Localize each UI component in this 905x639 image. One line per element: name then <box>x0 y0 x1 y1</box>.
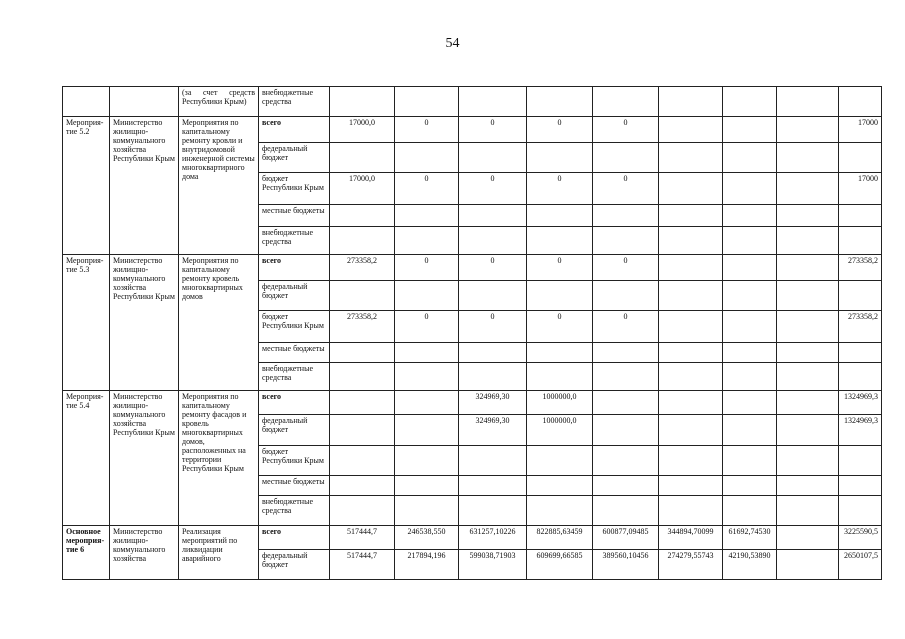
total-value-cell <box>839 227 882 255</box>
value-cell <box>527 87 593 117</box>
value-cell <box>659 391 723 415</box>
value-cell <box>723 227 777 255</box>
value-cell <box>330 227 395 255</box>
value-cell <box>459 446 527 476</box>
funding-source-cell: внебюджетные средства <box>259 496 330 526</box>
total-value-cell <box>839 476 882 496</box>
value-cell: 61692,74530 <box>723 526 777 550</box>
value-cell: 324969,30 <box>459 391 527 415</box>
total-value-cell: 273358,2 <box>839 255 882 281</box>
total-value-cell <box>839 87 882 117</box>
total-value-cell <box>839 496 882 526</box>
value-cell <box>527 363 593 391</box>
description-cell: Мероприятия по капитальному ремонту кровель многоквартирных домов <box>179 255 259 391</box>
value-cell <box>459 205 527 227</box>
funding-source-cell: местные бюджеты <box>259 343 330 363</box>
value-cell: 0 <box>459 117 527 143</box>
value-cell <box>723 343 777 363</box>
total-value-cell: 273358,2 <box>839 311 882 343</box>
funding-source-cell: федеральный бюджет <box>259 550 330 580</box>
value-cell: 822885,63459 <box>527 526 593 550</box>
value-cell <box>527 446 593 476</box>
page-number: 54 <box>445 36 460 51</box>
total-value-cell <box>839 143 882 173</box>
value-cell <box>395 143 459 173</box>
event-cell <box>63 87 110 117</box>
value-cell <box>330 415 395 446</box>
value-cell <box>459 363 527 391</box>
total-value-cell: 17000 <box>839 117 882 143</box>
value-cell <box>593 415 659 446</box>
value-cell <box>723 255 777 281</box>
funding-source-cell: федеральный бюджет <box>259 415 330 446</box>
value-cell <box>459 143 527 173</box>
total-value-cell: 2650107,5 <box>839 550 882 580</box>
value-cell <box>593 496 659 526</box>
value-cell: 273358,2 <box>330 311 395 343</box>
description-cell: Реализация мероприятий по ликвидации аварийного <box>179 526 259 580</box>
value-cell <box>659 476 723 496</box>
organization-cell: Министерство жилищно-коммунального хозяйства Республики Крым <box>110 255 179 391</box>
total-value-cell: 17000 <box>839 173 882 205</box>
organization-cell: Министерство жилищно-коммунального хозяйства Республики Крым <box>110 117 179 255</box>
value-cell <box>459 476 527 496</box>
value-cell <box>777 496 839 526</box>
value-cell <box>723 143 777 173</box>
total-value-cell <box>839 363 882 391</box>
organization-cell: Министерство жилищно-коммунального хозяйства <box>110 526 179 580</box>
value-cell: 1000000,0 <box>527 415 593 446</box>
value-cell <box>527 281 593 311</box>
value-cell: 0 <box>459 173 527 205</box>
funding-source-cell: внебюджетные средства <box>259 363 330 391</box>
funding-source-cell: федеральный бюджет <box>259 281 330 311</box>
value-cell <box>723 173 777 205</box>
value-cell <box>659 227 723 255</box>
value-cell <box>777 255 839 281</box>
table-row <box>63 117 882 143</box>
funding-source-cell: федеральный бюджет <box>259 143 330 173</box>
value-cell <box>777 143 839 173</box>
value-cell: 631257,10226 <box>459 526 527 550</box>
value-cell <box>777 343 839 363</box>
value-cell <box>330 363 395 391</box>
value-cell <box>777 227 839 255</box>
value-cell <box>723 415 777 446</box>
value-cell <box>777 205 839 227</box>
total-value-cell: 3225590,5 <box>839 526 882 550</box>
value-cell: 246538,550 <box>395 526 459 550</box>
value-cell <box>777 173 839 205</box>
total-value-cell: 1324969,3 <box>839 415 882 446</box>
value-cell <box>723 363 777 391</box>
funding-source-cell: внебюджетные средства <box>259 87 330 117</box>
value-cell <box>723 446 777 476</box>
value-cell: 1000000,0 <box>527 391 593 415</box>
value-cell <box>659 496 723 526</box>
value-cell <box>459 227 527 255</box>
funding-source-cell: местные бюджеты <box>259 476 330 496</box>
budget-table <box>62 86 882 580</box>
value-cell <box>395 343 459 363</box>
value-cell <box>395 391 459 415</box>
value-cell <box>395 227 459 255</box>
value-cell: 0 <box>395 311 459 343</box>
funding-source-cell: всего <box>259 117 330 143</box>
value-cell <box>527 476 593 496</box>
funding-source-cell: всего <box>259 391 330 415</box>
value-cell: 0 <box>527 173 593 205</box>
value-cell <box>777 476 839 496</box>
description-cell: (за счет средств Республики Крым) <box>179 87 259 117</box>
value-cell: 273358,2 <box>330 255 395 281</box>
value-cell <box>777 117 839 143</box>
value-cell: 0 <box>593 117 659 143</box>
value-cell: 600877,09485 <box>593 526 659 550</box>
value-cell: 17000,0 <box>330 117 395 143</box>
value-cell <box>330 391 395 415</box>
value-cell <box>459 87 527 117</box>
value-cell <box>659 87 723 117</box>
total-value-cell: 1324969,3 <box>839 391 882 415</box>
total-value-cell <box>839 343 882 363</box>
value-cell <box>527 343 593 363</box>
value-cell <box>593 391 659 415</box>
value-cell <box>723 281 777 311</box>
value-cell <box>395 476 459 496</box>
organization-cell: Министерство жилищно-коммунального хозяйства Республики Крым <box>110 391 179 526</box>
value-cell <box>527 496 593 526</box>
description-cell: Мероприятия по капитальному ремонту фасадов и кровель многоквартирных домов, расположенных на территории Республики Крым <box>179 391 259 526</box>
funding-source-cell: всего <box>259 526 330 550</box>
total-value-cell <box>839 281 882 311</box>
value-cell <box>330 87 395 117</box>
value-cell <box>777 87 839 117</box>
funding-source-cell: бюджет Республики Крым <box>259 446 330 476</box>
funding-source-cell: внебюджетные средства <box>259 227 330 255</box>
value-cell <box>527 227 593 255</box>
event-cell: Основное мероприя-тие 6 <box>63 526 110 580</box>
value-cell: 274279,55743 <box>659 550 723 580</box>
value-cell <box>593 205 659 227</box>
total-value-cell <box>839 205 882 227</box>
description-cell: Мероприятия по капитальному ремонту кровли и внутридомовой инженерной системы многоквартирного дома <box>179 117 259 255</box>
value-cell <box>593 281 659 311</box>
value-cell <box>723 205 777 227</box>
value-cell <box>330 143 395 173</box>
table-row <box>63 255 882 281</box>
value-cell: 0 <box>593 255 659 281</box>
value-cell <box>395 205 459 227</box>
value-cell <box>777 363 839 391</box>
event-cell: Мероприя-тие 5.3 <box>63 255 110 391</box>
value-cell <box>395 87 459 117</box>
value-cell: 0 <box>459 255 527 281</box>
value-cell <box>395 496 459 526</box>
value-cell: 217894,196 <box>395 550 459 580</box>
value-cell: 0 <box>395 255 459 281</box>
value-cell <box>593 476 659 496</box>
value-cell <box>659 281 723 311</box>
value-cell <box>659 255 723 281</box>
value-cell <box>659 143 723 173</box>
total-value-cell <box>839 446 882 476</box>
value-cell <box>659 173 723 205</box>
value-cell <box>723 117 777 143</box>
value-cell <box>395 363 459 391</box>
value-cell <box>659 446 723 476</box>
organization-cell <box>110 87 179 117</box>
value-cell <box>777 281 839 311</box>
value-cell <box>593 446 659 476</box>
value-cell: 517444,7 <box>330 550 395 580</box>
value-cell <box>593 143 659 173</box>
value-cell <box>593 363 659 391</box>
value-cell <box>777 550 839 580</box>
value-cell <box>593 227 659 255</box>
value-cell <box>723 496 777 526</box>
value-cell <box>593 343 659 363</box>
table-row <box>63 87 882 117</box>
value-cell <box>527 205 593 227</box>
value-cell: 517444,7 <box>330 526 395 550</box>
funding-source-cell: бюджет Республики Крым <box>259 311 330 343</box>
value-cell: 0 <box>593 173 659 205</box>
value-cell <box>527 143 593 173</box>
value-cell <box>459 496 527 526</box>
value-cell <box>330 281 395 311</box>
value-cell: 0 <box>459 311 527 343</box>
value-cell <box>330 496 395 526</box>
value-cell <box>395 415 459 446</box>
value-cell: 0 <box>395 117 459 143</box>
value-cell <box>659 117 723 143</box>
value-cell <box>330 343 395 363</box>
value-cell <box>330 205 395 227</box>
value-cell <box>723 87 777 117</box>
value-cell <box>659 311 723 343</box>
value-cell: 0 <box>593 311 659 343</box>
value-cell <box>459 343 527 363</box>
value-cell: 324969,30 <box>459 415 527 446</box>
event-cell: Мероприя-тие 5.4 <box>63 391 110 526</box>
value-cell <box>330 446 395 476</box>
value-cell: 609699,66585 <box>527 550 593 580</box>
funding-source-cell: бюджет Республики Крым <box>259 173 330 205</box>
value-cell <box>777 415 839 446</box>
value-cell: 389560,10456 <box>593 550 659 580</box>
funding-source-cell: местные бюджеты <box>259 205 330 227</box>
value-cell <box>659 205 723 227</box>
value-cell <box>459 281 527 311</box>
funding-source-cell: всего <box>259 255 330 281</box>
value-cell <box>777 311 839 343</box>
value-cell <box>723 311 777 343</box>
value-cell: 599038,71903 <box>459 550 527 580</box>
value-cell <box>395 281 459 311</box>
value-cell: 42190,53890 <box>723 550 777 580</box>
value-cell <box>659 415 723 446</box>
value-cell: 0 <box>527 255 593 281</box>
value-cell <box>777 526 839 550</box>
value-cell <box>723 476 777 496</box>
value-cell: 0 <box>527 311 593 343</box>
value-cell <box>330 476 395 496</box>
value-cell: 0 <box>527 117 593 143</box>
table-row <box>63 526 882 550</box>
value-cell: 17000,0 <box>330 173 395 205</box>
value-cell <box>395 446 459 476</box>
value-cell <box>777 446 839 476</box>
table-row <box>63 391 882 415</box>
event-cell: Мероприя-тие 5.2 <box>63 117 110 255</box>
value-cell <box>593 87 659 117</box>
value-cell <box>659 363 723 391</box>
value-cell <box>723 391 777 415</box>
value-cell: 0 <box>395 173 459 205</box>
value-cell <box>659 343 723 363</box>
value-cell: 344894,70099 <box>659 526 723 550</box>
value-cell <box>777 391 839 415</box>
